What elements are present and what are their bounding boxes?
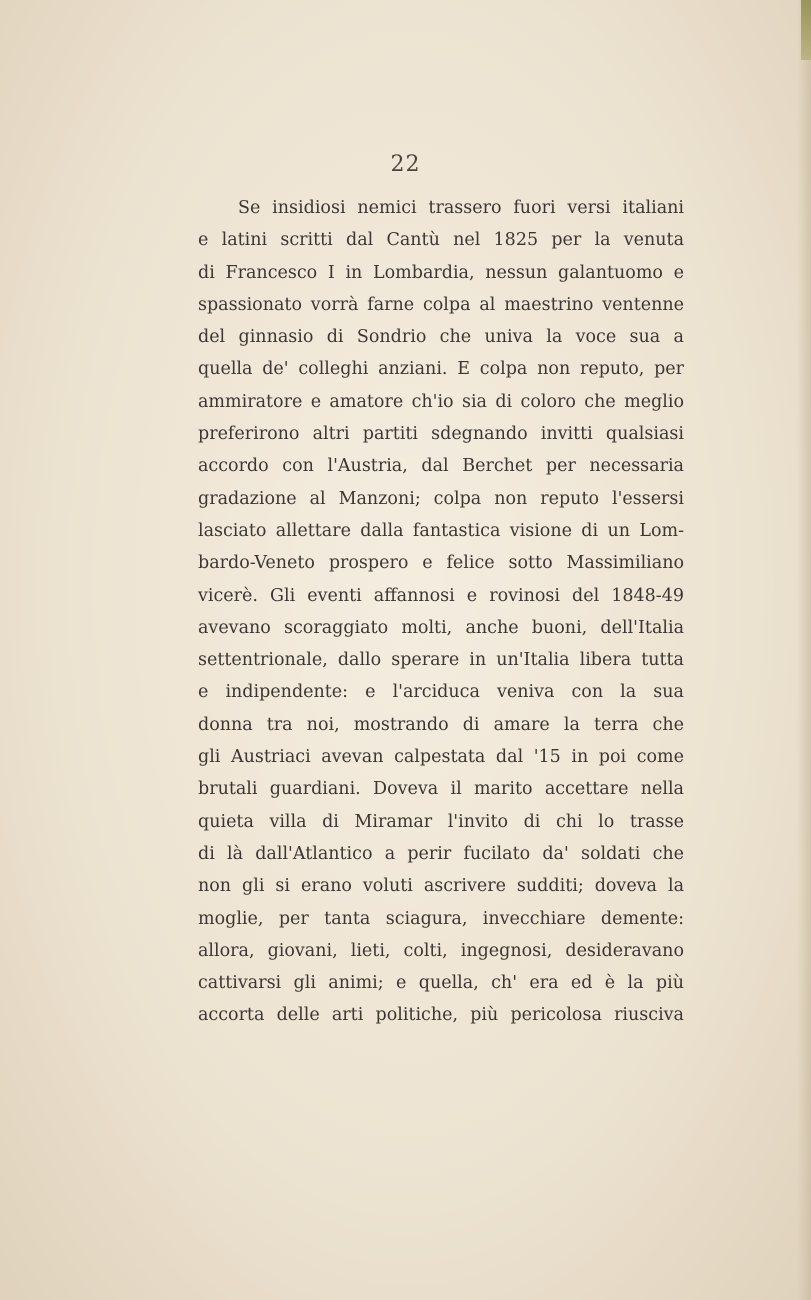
text-line: Se insidiosi nemici trassero fuori versi italiani [238, 198, 684, 218]
text-line: settentrionale, dallo sperare in un'Italia libera tutta [198, 650, 684, 671]
text-line: lasciato allettare dalla fantastica visione di un Lom- [198, 520, 684, 541]
text-line: e indipendente: e l'arciduca veniva con la sua [198, 682, 684, 703]
page-edge-shadow [797, 0, 811, 1300]
text-line: accordo con l'Austria, dal Berchet per necessaria [198, 456, 684, 477]
text-line: e latini scritti dal Cantù nel 1825 per la venuta [198, 230, 684, 251]
text-line: cattivarsi gli animi; e quella, ch' era ed è la più [198, 973, 684, 994]
text-line: donna tra noi, mostrando di amare la terra che [198, 714, 684, 735]
text-line: quella de' colleghi anziani. E colpa non reputo, per [198, 359, 684, 380]
text-line: preferirono altri partiti sdegnando invitti qualsiasi [198, 424, 684, 445]
text-line: moglie, per tanta sciagura, invecchiare demente: [198, 908, 684, 929]
page-number: 22 [390, 152, 421, 177]
text-line: allora, giovani, lieti, colti, ingegnosi, desideravano [198, 940, 684, 961]
text-line: spassionato vorrà farne colpa al maestrino ventenne [198, 294, 684, 315]
text-line: gli Austriaci avevan calpestata dal '15 in poi come [198, 747, 684, 768]
text-line: non gli si erano voluti ascrivere sudditi; doveva la [198, 876, 684, 897]
text-line: bardo-Veneto prospero e felice sotto Massimiliano [198, 553, 684, 574]
text-line: gradazione al Manzoni; colpa non reputo l'essersi [198, 488, 684, 509]
corner-tab-mark [801, 0, 811, 60]
text-line: di là dall'Atlantico a perir fucilato da' soldati che [198, 843, 684, 864]
text-line: accorta delle arti politiche, più pericolosa riusciva [198, 1005, 684, 1026]
body-text [198, 192, 684, 1032]
text-line: quieta villa di Miramar l'invito di chi lo trasse [198, 811, 684, 832]
text-line: di Francesco I in Lombardia, nessun galantuomo e [198, 262, 684, 283]
text-line: brutali guardiani. Doveva il marito accettare nella [198, 779, 684, 800]
text-line: avevano scoraggiato molti, anche buoni, dell'Italia [198, 617, 684, 638]
text-line: ammiratore e amatore ch'io sia di coloro che meglio [198, 391, 684, 412]
text-line: del ginnasio di Sondrio che univa la voce sua a [198, 327, 684, 348]
text-line: vicerè. Gli eventi affannosi e rovinosi del 1848-49 [198, 585, 684, 606]
